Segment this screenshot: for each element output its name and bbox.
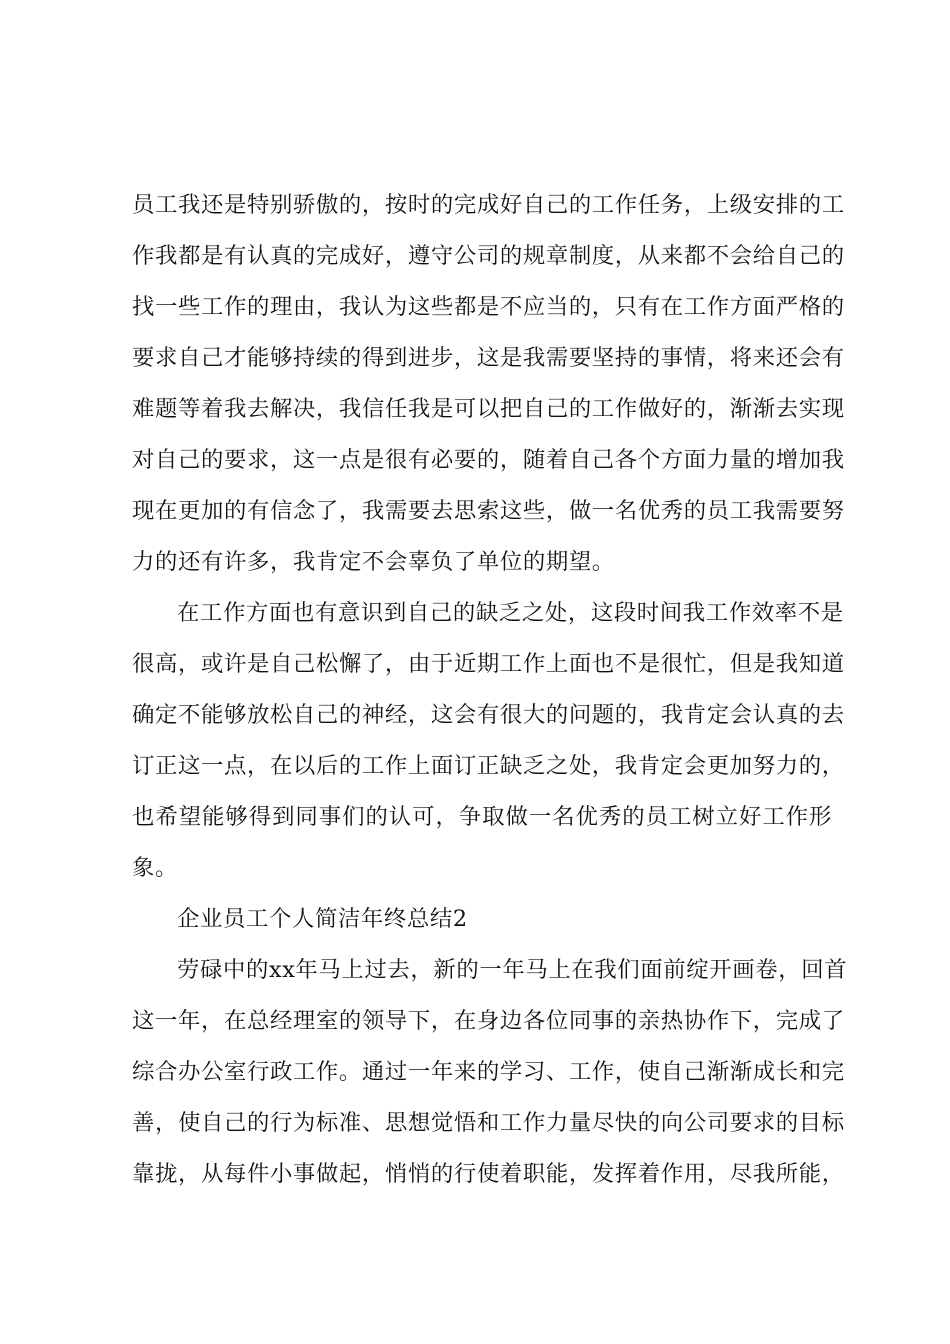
paragraph-line: 也希望能够得到同事们的认可，争取做一名优秀的员工树立好工作形 xyxy=(132,804,832,830)
paragraph-line: 确定不能够放松自己的神经，这会有很大的问题的，我肯定会认真的去 xyxy=(132,702,845,728)
paragraph-line: 力的还有许多，我肯定不会辜负了单位的期望。 xyxy=(132,549,615,575)
paragraph-first-line: 劳碌中的xx年马上过去，新的一年马上在我们面前绽开画卷，回首 xyxy=(177,957,848,983)
paragraph-line: 这一年，在总经理室的领导下，在身边各位同事的亲热协作下，完成了 xyxy=(132,1008,845,1034)
paragraph-line: 善，使自己的行为标准、思想觉悟和工作力量尽快的向公司要求的目标 xyxy=(132,1110,845,1136)
paragraph-line: 要求自己才能够持续的得到进步，这是我需要坚持的事情，将来还会有 xyxy=(132,345,845,371)
paragraph-line: 综合办公室行政工作。通过一年来的学习、工作，使自己渐渐成长和完 xyxy=(132,1059,845,1085)
paragraph-line: 找一些工作的理由，我认为这些都是不应当的，只有在工作方面严格的 xyxy=(132,294,845,320)
paragraph-line: 对自己的要求，这一点是很有必要的，随着自己各个方面力量的增加我 xyxy=(132,447,845,473)
paragraph-line: 订正这一点，在以后的工作上面订正缺乏之处，我肯定会更加努力的， xyxy=(132,753,845,779)
paragraph-line: 员工我还是特别骄傲的，按时的完成好自己的工作任务，上级安排的工 xyxy=(132,192,845,218)
paragraph-line: 现在更加的有信念了，我需要去思索这些，做一名优秀的员工我需要努 xyxy=(132,498,845,524)
paragraph-line: 难题等着我去解决，我信任我是可以把自己的工作做好的，渐渐去实现 xyxy=(132,396,845,422)
paragraph-line: 象。 xyxy=(132,855,178,881)
paragraph-line: 作我都是有认真的完成好，遵守公司的规章制度，从来都不会给自己的 xyxy=(132,243,845,269)
paragraph-line: 靠拢，从每件小事做起，悄悄的行使着职能，发挥着作用，尽我所能， xyxy=(132,1161,845,1187)
paragraph-first-line: 在工作方面也有意识到自己的缺乏之处，这段时间我工作效率不是 xyxy=(177,600,844,626)
paragraph-line: 很高，或许是自己松懈了，由于近期工作上面也不是很忙，但是我知道 xyxy=(132,651,845,677)
section-heading: 企业员工个人简洁年终总结2 xyxy=(177,906,468,932)
